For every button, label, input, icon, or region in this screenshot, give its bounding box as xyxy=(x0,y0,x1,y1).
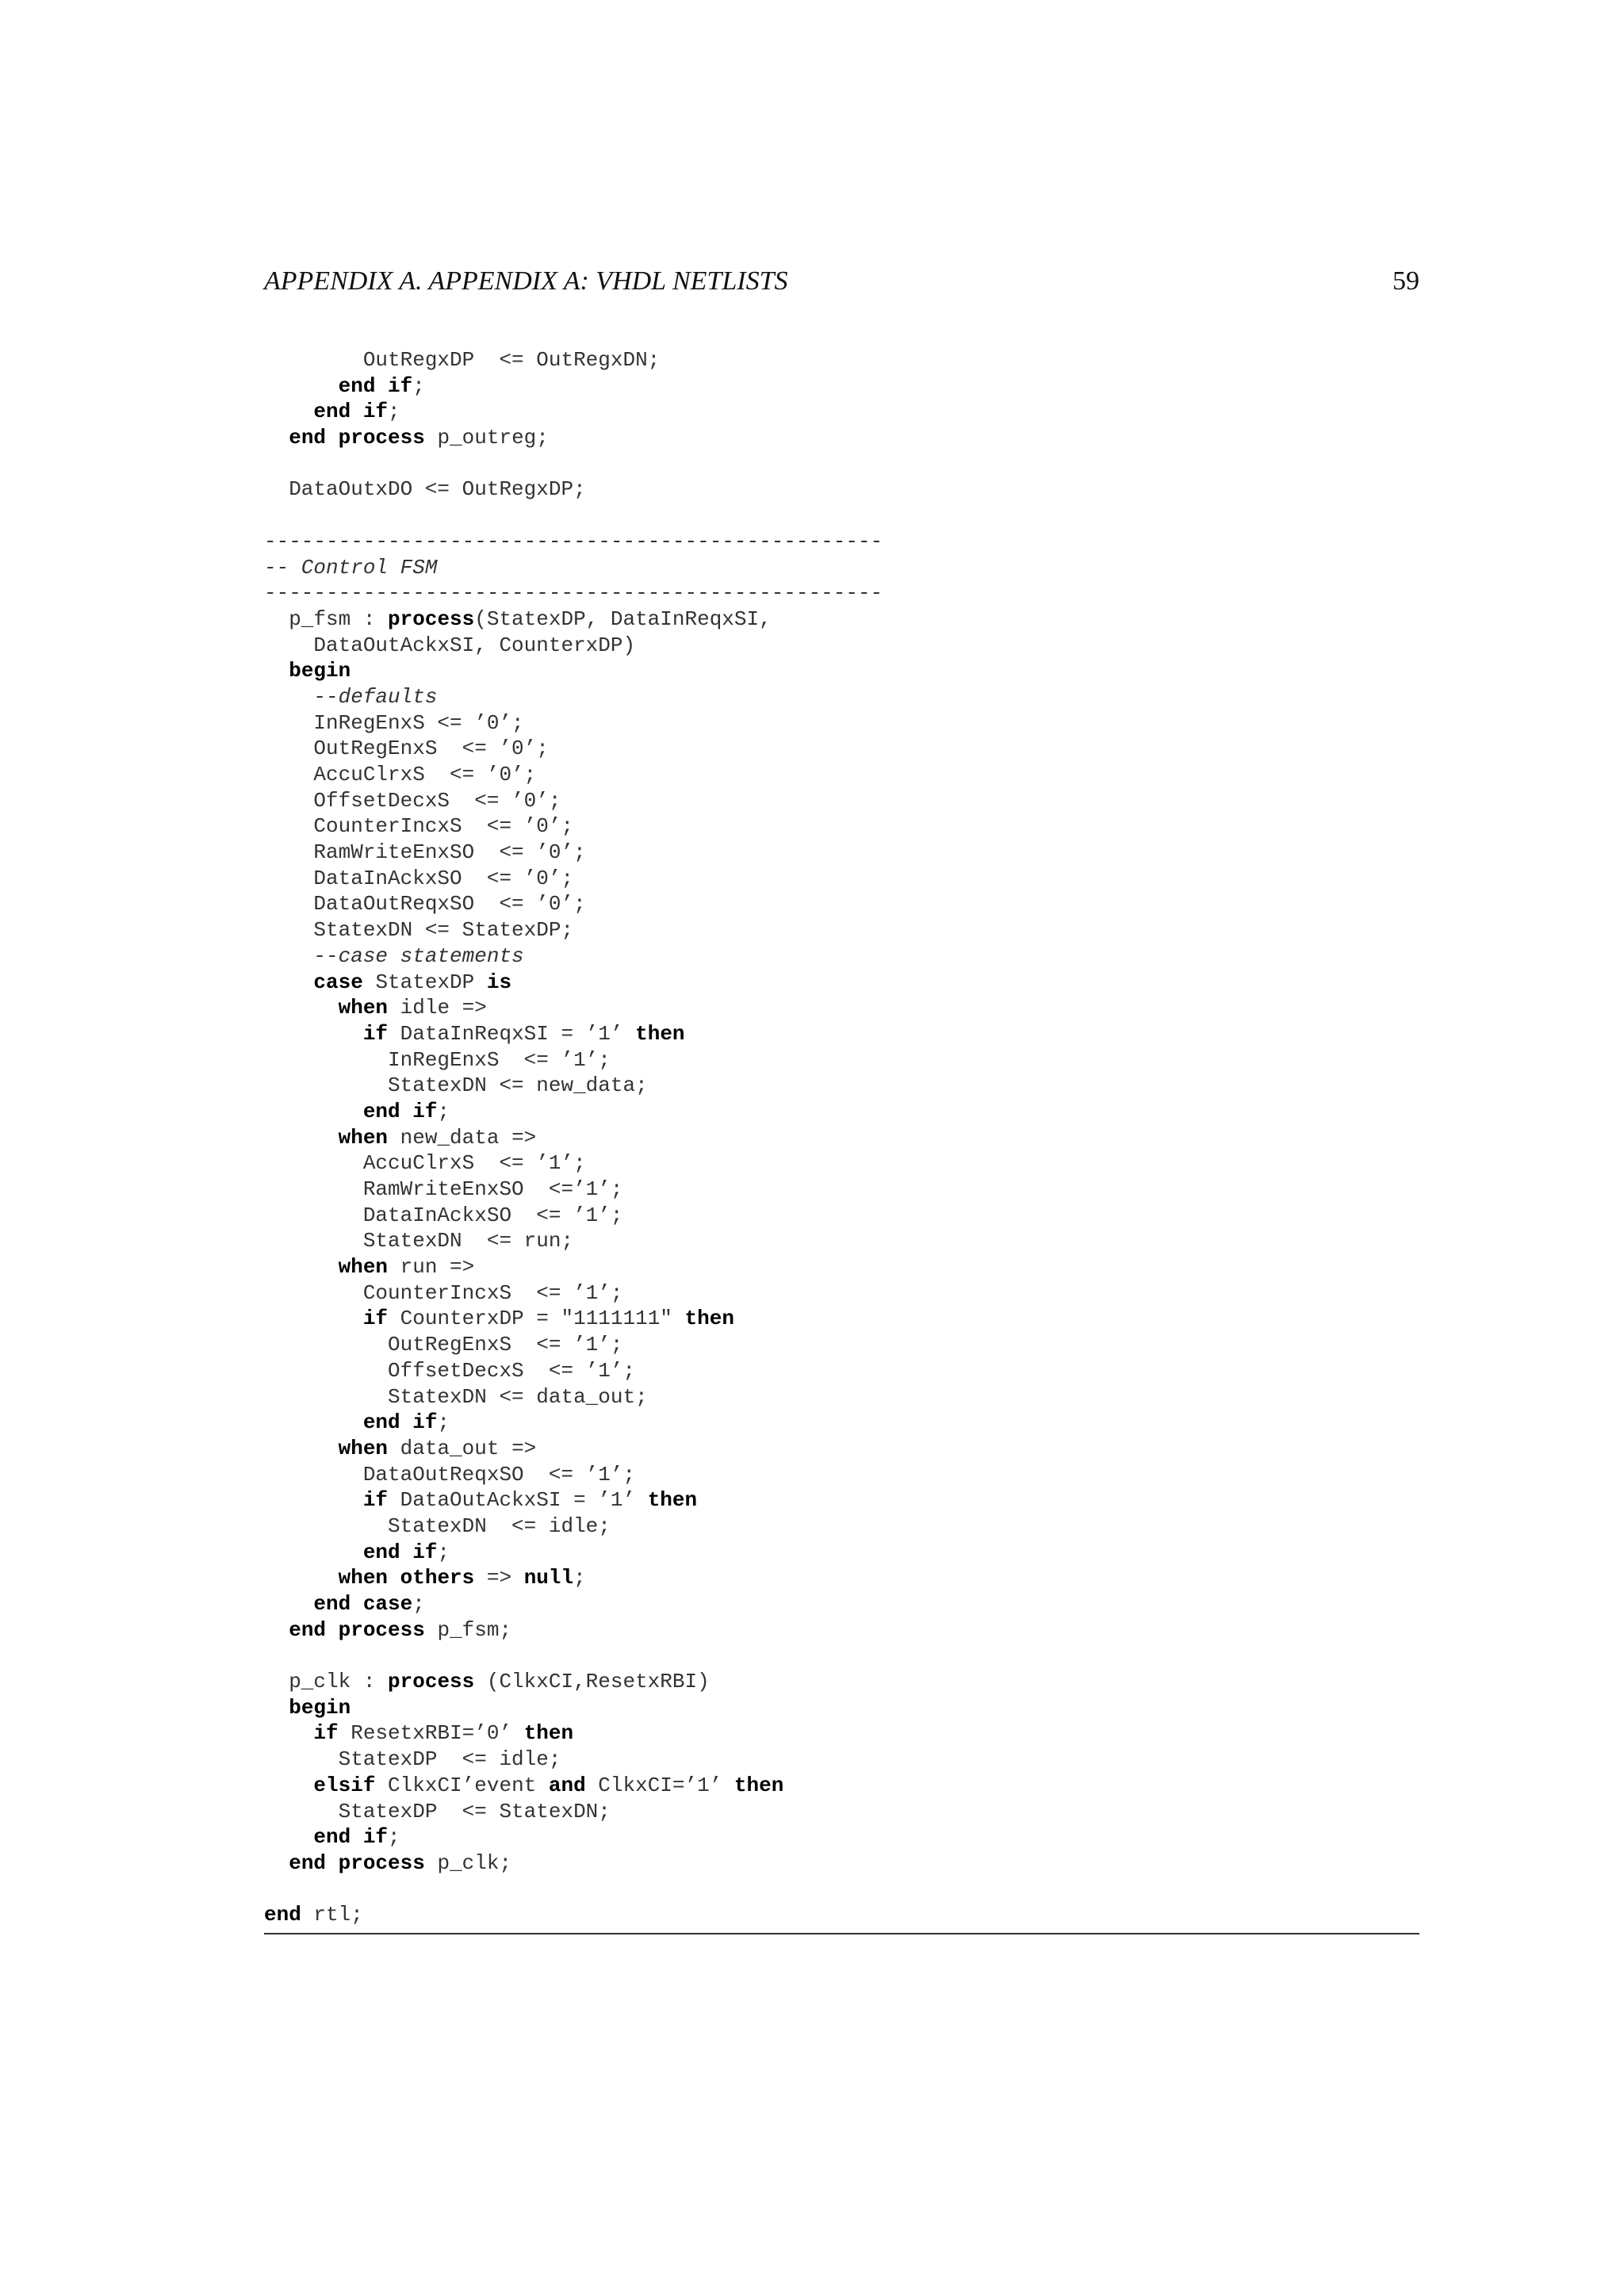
code-text xyxy=(264,1437,339,1460)
code-text: p_fsm; xyxy=(424,1617,512,1642)
page-number: 59 xyxy=(1392,266,1419,296)
code-keyword: if xyxy=(362,1307,389,1331)
code-line xyxy=(264,1824,883,1850)
code-line xyxy=(264,1358,883,1384)
code-text: DataInReqxSI = ’1’ xyxy=(388,1021,636,1046)
code-text: RamWriteEnxSO <= ’0’; xyxy=(264,840,586,865)
code-line xyxy=(264,762,883,788)
code-line xyxy=(264,1877,883,1903)
code-line xyxy=(264,503,883,529)
code-text: OutRegEnxS <= ’1’; xyxy=(264,1333,623,1357)
code-line xyxy=(264,1462,883,1488)
code-line xyxy=(264,1850,883,1877)
code-line xyxy=(264,1099,883,1125)
code-line xyxy=(264,425,883,451)
code-text: DataOutxDO <= OutRegxDP; xyxy=(264,477,586,502)
code-keyword: process xyxy=(388,607,475,631)
code-line xyxy=(264,476,883,503)
running-header xyxy=(264,264,1419,299)
code-text: p_fsm : xyxy=(264,607,389,631)
code-text: ; xyxy=(437,1410,450,1435)
code-line xyxy=(264,1047,883,1073)
code-keyword: when others xyxy=(338,1566,475,1590)
vhdl-code-listing xyxy=(264,347,883,1928)
code-keyword: begin xyxy=(289,659,351,683)
listing-bottom-rule xyxy=(264,1933,1419,1934)
code-comment: --case statements xyxy=(264,943,524,968)
code-line xyxy=(264,1125,883,1151)
code-line xyxy=(264,1332,883,1358)
code-text xyxy=(264,659,289,683)
code-line xyxy=(264,684,883,710)
code-text: (StatexDP, DataInReqxSI, xyxy=(474,607,772,631)
code-text: AccuClrxS <= ’0’; xyxy=(264,763,537,786)
code-keyword: end process xyxy=(289,426,425,450)
code-line xyxy=(264,866,883,892)
code-text: DataInAckxSO <= ’1’; xyxy=(264,1203,623,1227)
code-text: ; xyxy=(437,1099,450,1123)
code-text xyxy=(264,1410,363,1434)
code-keyword: end if xyxy=(313,1825,389,1850)
code-text: (ClkxCI,ResetxRBI) xyxy=(474,1670,710,1694)
code-text xyxy=(264,1825,313,1849)
code-text: p_clk; xyxy=(424,1850,512,1875)
code-text: ClkxCI=’1’ xyxy=(585,1773,734,1797)
code-line xyxy=(264,633,883,659)
code-text: ; xyxy=(412,373,425,398)
code-keyword: end if xyxy=(362,1099,438,1123)
code-text: StatexDP <= idle; xyxy=(264,1747,561,1772)
code-line xyxy=(264,580,883,607)
code-keyword: end if xyxy=(362,1540,438,1564)
code-text: StatexDN <= new_data; xyxy=(264,1073,648,1098)
code-text xyxy=(264,1100,363,1123)
running-title: APPENDIX A. APPENDIX A: VHDL NETLISTS xyxy=(264,266,788,296)
code-text: ResetxRBI=’0’ xyxy=(338,1721,524,1746)
code-keyword: when xyxy=(338,1125,389,1150)
code-line xyxy=(264,1643,883,1669)
code-line xyxy=(264,1902,883,1928)
code-line xyxy=(264,1617,883,1644)
code-keyword: process xyxy=(388,1670,475,1694)
code-line xyxy=(264,529,883,555)
code-text: StatexDN <= run; xyxy=(264,1229,574,1253)
code-line xyxy=(264,917,883,943)
code-text: idle => xyxy=(388,996,487,1020)
code-line xyxy=(264,555,883,581)
code-comment: -- Control FSM xyxy=(264,555,438,580)
code-text xyxy=(264,996,339,1020)
code-text xyxy=(264,1592,313,1616)
code-line xyxy=(264,399,883,425)
code-line xyxy=(264,1695,883,1721)
code-text: CounterIncxS <= ’1’; xyxy=(264,1280,623,1305)
code-keyword: end xyxy=(264,1903,301,1927)
code-line xyxy=(264,995,883,1021)
code-text: StatexDN <= StatexDP; xyxy=(264,918,574,943)
code-keyword: then xyxy=(684,1307,734,1331)
code-text xyxy=(264,970,313,994)
code-line xyxy=(264,1203,883,1229)
code-text xyxy=(264,1307,363,1330)
code-line xyxy=(264,1021,883,1047)
code-keyword: when xyxy=(338,1255,389,1280)
code-line xyxy=(264,1799,883,1825)
code-text xyxy=(264,1774,313,1797)
code-line xyxy=(264,1773,883,1799)
code-line xyxy=(264,373,883,400)
code-line xyxy=(264,451,883,477)
code-line xyxy=(264,943,883,970)
code-text: OffsetDecxS <= ’0’; xyxy=(264,788,561,813)
code-text: DataOutAckxSI, CounterxDP) xyxy=(264,633,636,657)
code-line xyxy=(264,1669,883,1695)
code-comment: --defaults xyxy=(264,684,438,709)
code-text xyxy=(264,1851,289,1875)
code-line xyxy=(264,1410,883,1436)
code-keyword: begin xyxy=(289,1695,351,1720)
code-text xyxy=(264,1022,363,1046)
code-line xyxy=(264,1565,883,1591)
code-text xyxy=(264,1618,289,1642)
code-line xyxy=(264,1436,883,1462)
code-keyword: when xyxy=(338,996,389,1020)
code-text: ; xyxy=(437,1540,450,1564)
code-line xyxy=(264,1073,883,1099)
code-text: DataOutReqxSO <= ’1’; xyxy=(264,1462,636,1487)
code-line xyxy=(264,891,883,917)
code-text: DataOutReqxSO <= ’0’; xyxy=(264,892,586,916)
code-text xyxy=(264,1126,339,1150)
code-text xyxy=(264,400,313,423)
code-text: StatexDP <= StatexDN; xyxy=(264,1799,611,1823)
code-text: OutRegEnxS <= ’0’; xyxy=(264,737,549,761)
code-line xyxy=(264,347,883,373)
code-keyword: case xyxy=(313,970,363,994)
code-line xyxy=(264,1513,883,1540)
code-text: data_out => xyxy=(388,1436,537,1460)
code-text: -------------------------------------------------- xyxy=(264,581,883,606)
code-keyword: when xyxy=(338,1436,389,1460)
code-keyword: then xyxy=(647,1488,698,1513)
code-text: StatexDN <= idle; xyxy=(264,1513,611,1538)
code-text: OffsetDecxS <= ’1’; xyxy=(264,1358,636,1383)
code-text: ClkxCI’event xyxy=(375,1773,549,1797)
code-text xyxy=(264,1566,339,1590)
code-text: AccuClrxS <= ’1’; xyxy=(264,1151,586,1176)
code-line xyxy=(264,1228,883,1254)
code-line xyxy=(264,788,883,814)
code-text: RamWriteEnxSO <=’1’; xyxy=(264,1177,623,1201)
code-text: ; xyxy=(573,1566,586,1590)
code-line xyxy=(264,1747,883,1773)
code-text: => xyxy=(474,1566,524,1590)
code-keyword: elsif xyxy=(313,1773,376,1797)
code-text: CounterIncxS <= ’0’; xyxy=(264,814,574,839)
code-text: ; xyxy=(412,1592,425,1616)
code-keyword: then xyxy=(733,1773,784,1797)
code-line xyxy=(264,607,883,633)
code-text: StatexDN <= data_out; xyxy=(264,1384,648,1409)
code-text xyxy=(264,374,339,398)
code-text: InRegEnxS <= ’1’; xyxy=(264,1047,611,1072)
code-line xyxy=(264,970,883,996)
code-text xyxy=(264,1721,313,1745)
code-line xyxy=(264,1280,883,1307)
code-line xyxy=(264,1254,883,1280)
code-line xyxy=(264,1306,883,1332)
code-text xyxy=(264,1488,363,1512)
code-keyword: if xyxy=(313,1721,339,1746)
code-keyword: end process xyxy=(289,1850,425,1875)
code-line xyxy=(264,1177,883,1203)
code-keyword: if xyxy=(362,1021,389,1046)
code-keyword: end if xyxy=(338,373,413,398)
code-text: InRegEnxS <= ’0’; xyxy=(264,710,524,735)
code-line xyxy=(264,1487,883,1513)
code-text xyxy=(264,1255,339,1279)
code-line xyxy=(264,840,883,866)
code-keyword: then xyxy=(635,1021,685,1046)
code-text: CounterxDP = "1111111" xyxy=(388,1307,685,1331)
code-line xyxy=(264,736,883,762)
code-text: -------------------------------------------------- xyxy=(264,529,883,553)
code-text: OutRegxDP <= OutRegxDN; xyxy=(264,348,661,372)
code-text: p_outreg; xyxy=(424,426,549,450)
code-line xyxy=(264,1720,883,1747)
code-text xyxy=(264,1540,363,1564)
code-text: ; xyxy=(388,400,400,424)
code-line xyxy=(264,813,883,840)
code-keyword: if xyxy=(362,1488,389,1513)
code-keyword: end case xyxy=(313,1592,413,1616)
code-keyword: is xyxy=(486,970,512,994)
code-line xyxy=(264,1540,883,1566)
code-text: rtl; xyxy=(301,1903,363,1927)
code-keyword: end if xyxy=(313,400,389,424)
code-text: ; xyxy=(388,1825,400,1850)
code-line xyxy=(264,710,883,737)
code-line xyxy=(264,1384,883,1410)
code-text: new_data => xyxy=(388,1125,537,1150)
code-keyword: end if xyxy=(362,1410,438,1435)
code-text: DataOutAckxSI = ’1’ xyxy=(388,1488,648,1513)
code-line xyxy=(264,1591,883,1617)
code-text: StatexDP xyxy=(362,970,487,994)
code-keyword: and xyxy=(548,1773,586,1797)
code-line xyxy=(264,1150,883,1177)
code-text: DataInAckxSO <= ’0’; xyxy=(264,866,574,890)
code-keyword: null xyxy=(523,1566,574,1590)
code-line xyxy=(264,658,883,684)
code-text: run => xyxy=(388,1255,475,1280)
code-text xyxy=(264,426,289,450)
code-text: p_clk : xyxy=(264,1670,389,1694)
code-text xyxy=(264,1696,289,1720)
code-keyword: then xyxy=(523,1721,574,1746)
code-keyword: end process xyxy=(289,1617,425,1642)
